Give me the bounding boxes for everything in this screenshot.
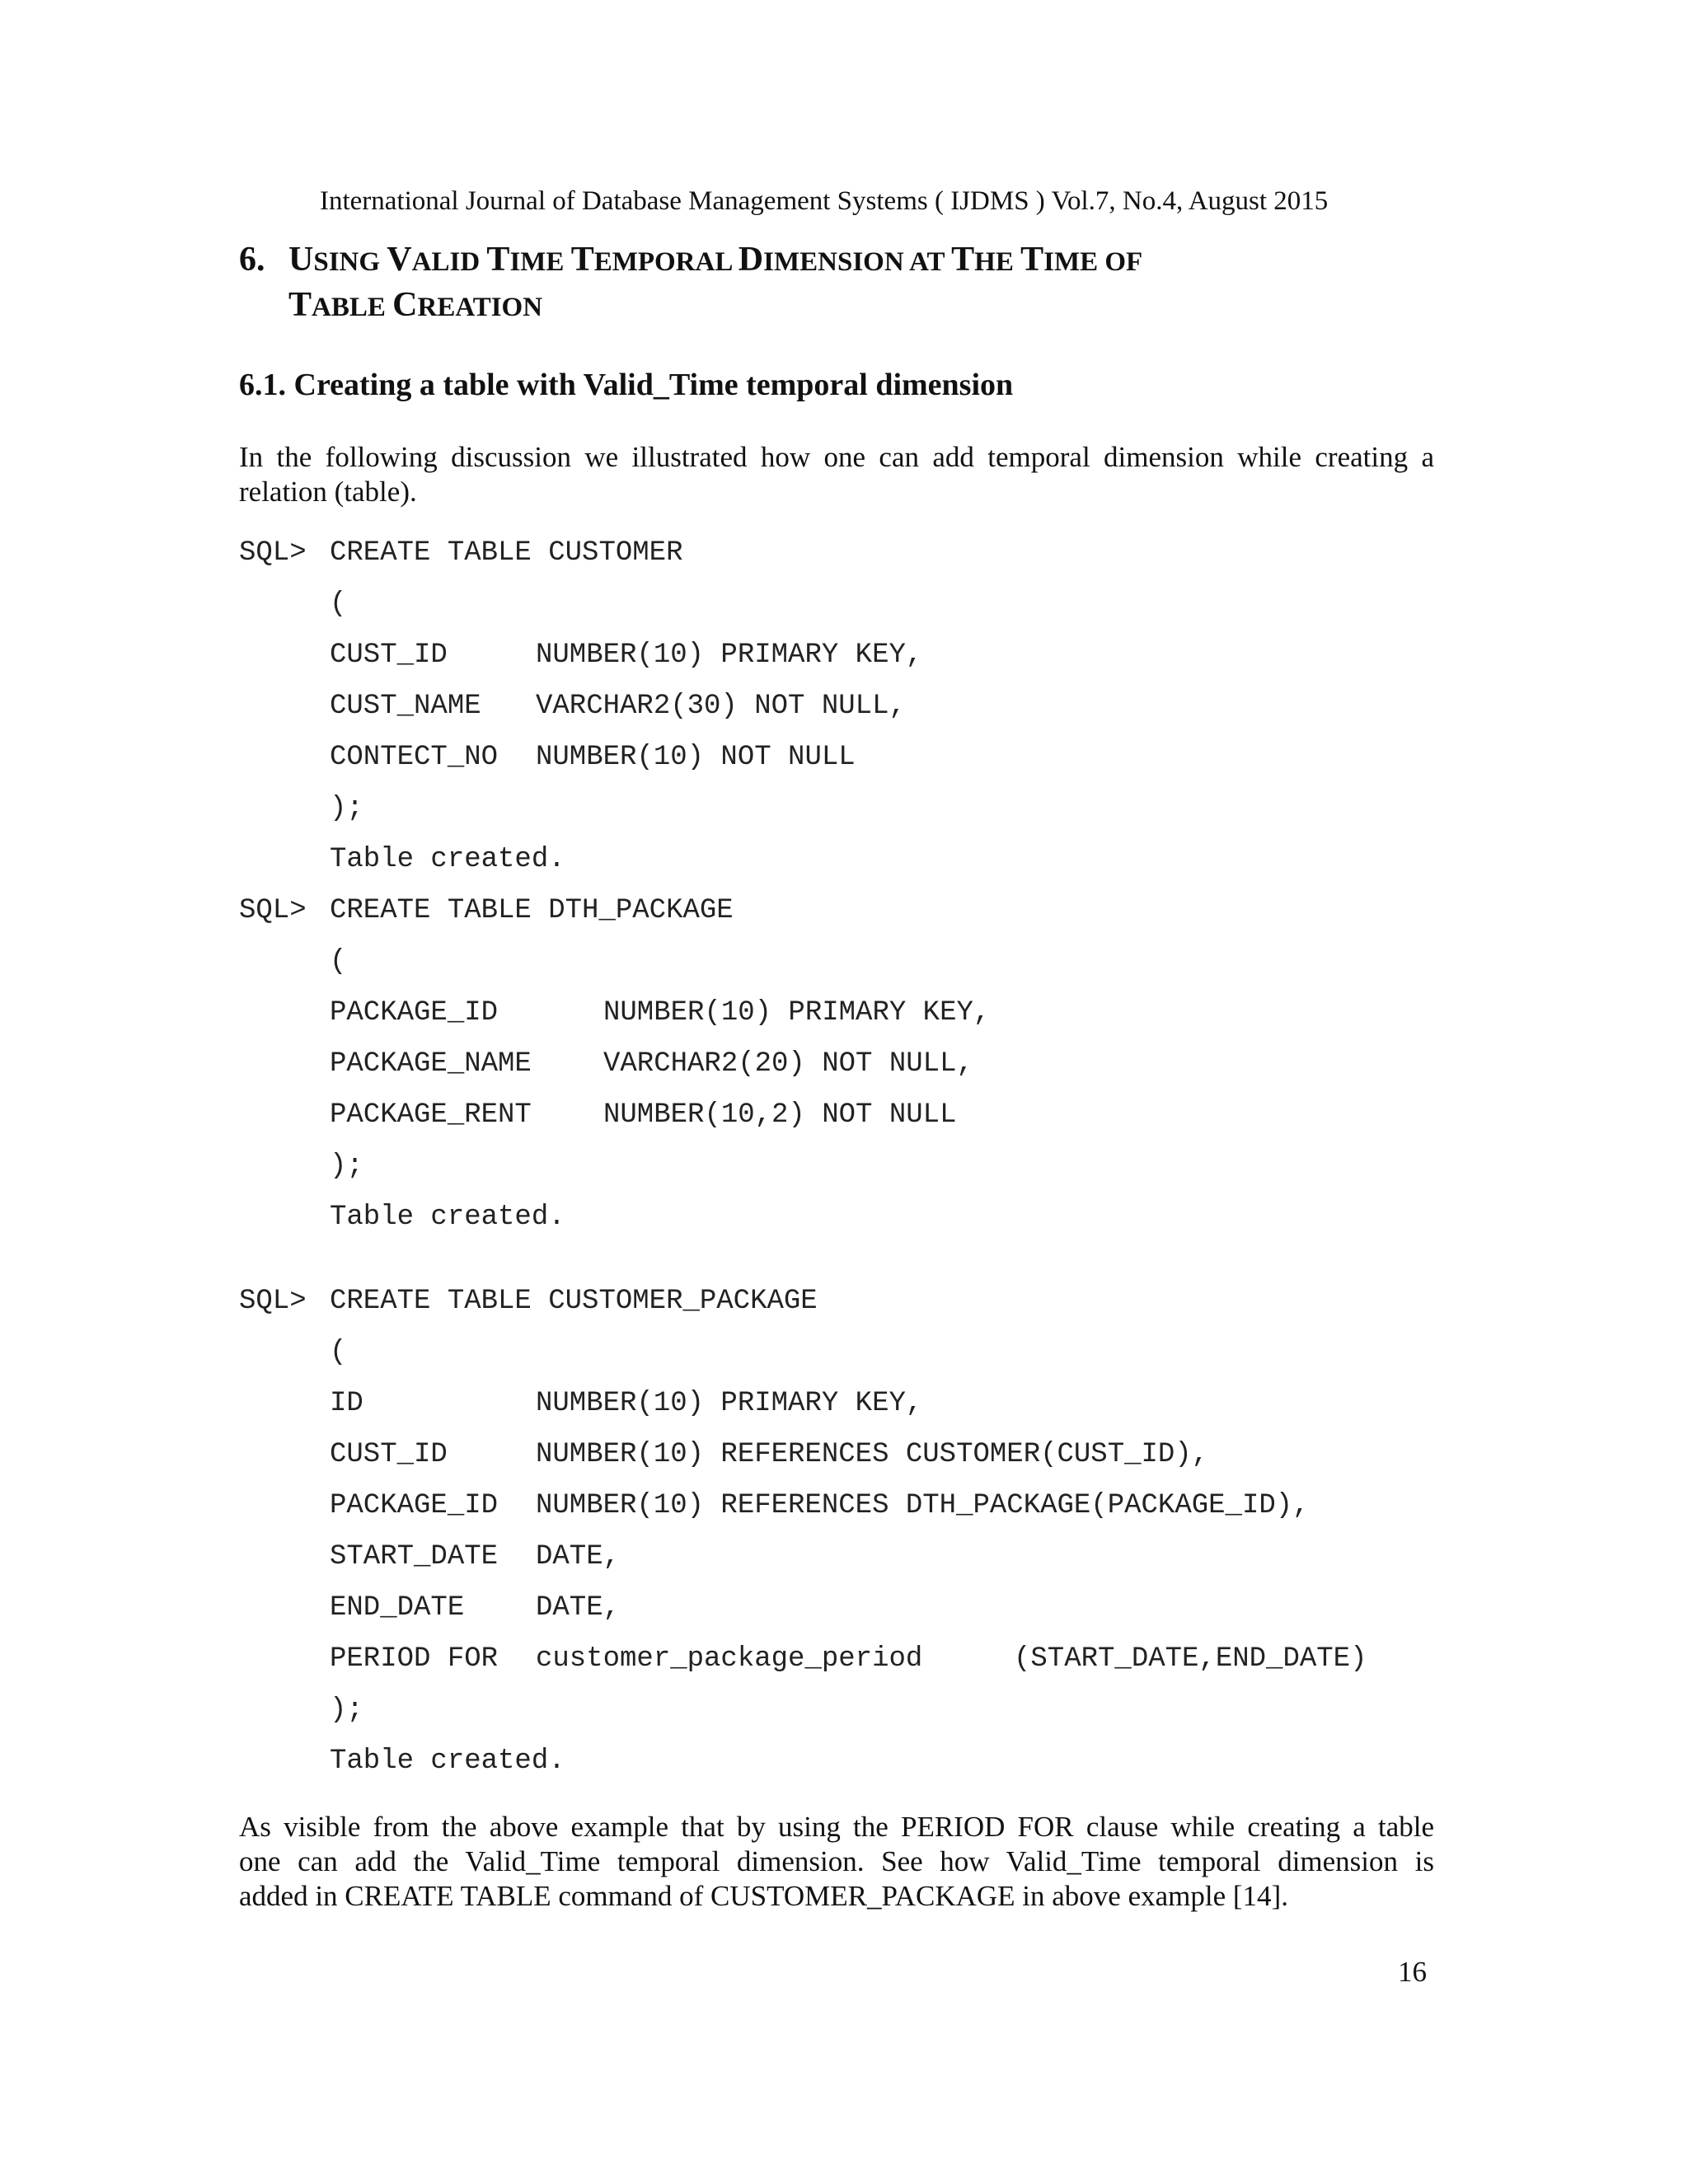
- conclusion-line: As visible from the above example that by using the PERIOD FOR clause while creating a table: [239, 1811, 1434, 1843]
- intro-line: In the following discussion we illustrated how one can add temporal dimension while creating a: [239, 441, 1434, 473]
- subsection-heading: 6.1. Creating a table with Valid_Time temporal dimension: [239, 368, 1014, 402]
- sql-column-name: CUST_NAME: [330, 691, 481, 722]
- journal-header: International Journal of Database Management Systems ( IJDMS ) Vol.7, No.4, August 2015: [320, 186, 1329, 216]
- sql-column-name: START_DATE: [330, 1541, 499, 1572]
- sql-column-name: CONTECT_NO: [330, 742, 499, 773]
- sql-create-statement: CREATE TABLE CUSTOMER_PACKAGE: [330, 1286, 818, 1317]
- sql-period-columns: (START_DATE,END_DATE): [1014, 1643, 1367, 1675]
- sql-prompt: SQL>: [239, 1286, 307, 1317]
- sql-create-statement: CREATE TABLE DTH_PACKAGE: [330, 895, 734, 926]
- sql-result: Table created.: [330, 1746, 565, 1777]
- conclusion-line: one can add the Valid_Time temporal dimension. See how Valid_Time temporal dimension is: [239, 1845, 1434, 1877]
- sql-open-paren: (: [330, 1337, 347, 1368]
- sql-prompt: SQL>: [239, 895, 307, 926]
- sql-column-def: customer_package_period: [536, 1643, 923, 1675]
- sql-open-paren: (: [330, 588, 347, 620]
- sql-close-paren: );: [330, 1694, 363, 1726]
- sql-close-paren: );: [330, 1151, 363, 1182]
- sql-column-name: PERIOD FOR: [330, 1643, 499, 1675]
- sql-column-name: END_DATE: [330, 1592, 465, 1624]
- sql-close-paren: );: [330, 793, 363, 824]
- intro-paragraph: [239, 440, 1434, 509]
- sql-column-name: CUST_ID: [330, 640, 448, 671]
- conclusion-paragraph: [239, 1810, 1434, 1914]
- sql-column-name: PACKAGE_ID: [330, 1490, 499, 1521]
- sql-column-def: NUMBER(10) PRIMARY KEY,: [536, 1388, 923, 1419]
- sql-prompt: SQL>: [239, 537, 307, 569]
- sql-column-def: NUMBER(10) PRIMARY KEY,: [603, 997, 991, 1029]
- sql-column-def: VARCHAR2(20) NOT NULL,: [603, 1048, 973, 1080]
- section-title-line-2: TABLE CREATION: [288, 286, 543, 324]
- sql-column-name: ID: [330, 1388, 363, 1419]
- sql-column-def: NUMBER(10) REFERENCES DTH_PACKAGE(PACKAGE_ID),: [536, 1490, 1310, 1521]
- sql-column-name: PACKAGE_ID: [330, 997, 499, 1029]
- sql-result: Table created.: [330, 1202, 565, 1233]
- sql-column-def: VARCHAR2(30) NOT NULL,: [536, 691, 906, 722]
- conclusion-line: added in CREATE TABLE command of CUSTOMER_PACKAGE in above example [14].: [239, 1880, 1288, 1912]
- section-number: 6.: [239, 241, 265, 279]
- sql-column-def: NUMBER(10) REFERENCES CUSTOMER(CUST_ID),: [536, 1439, 1209, 1470]
- sql-column-def: DATE,: [536, 1592, 621, 1624]
- sql-result: Table created.: [330, 844, 565, 875]
- sql-column-name: CUST_ID: [330, 1439, 448, 1470]
- sql-column-def: NUMBER(10,2) NOT NULL: [603, 1099, 957, 1131]
- page-number: 16: [1398, 1956, 1427, 1988]
- sql-create-statement: CREATE TABLE CUSTOMER: [330, 537, 683, 569]
- sql-column-def: DATE,: [536, 1541, 621, 1572]
- intro-line: relation (table).: [239, 476, 417, 508]
- sql-column-name: PACKAGE_NAME: [330, 1048, 532, 1080]
- sql-open-paren: (: [330, 946, 347, 977]
- sql-column-name: PACKAGE_RENT: [330, 1099, 532, 1131]
- section-title-line-1: USING VALID TIME TEMPORAL DIMENSION AT THE TIME OF: [288, 241, 1143, 279]
- sql-column-def: NUMBER(10) PRIMARY KEY,: [536, 640, 923, 671]
- sql-column-def: NUMBER(10) NOT NULL: [536, 742, 856, 773]
